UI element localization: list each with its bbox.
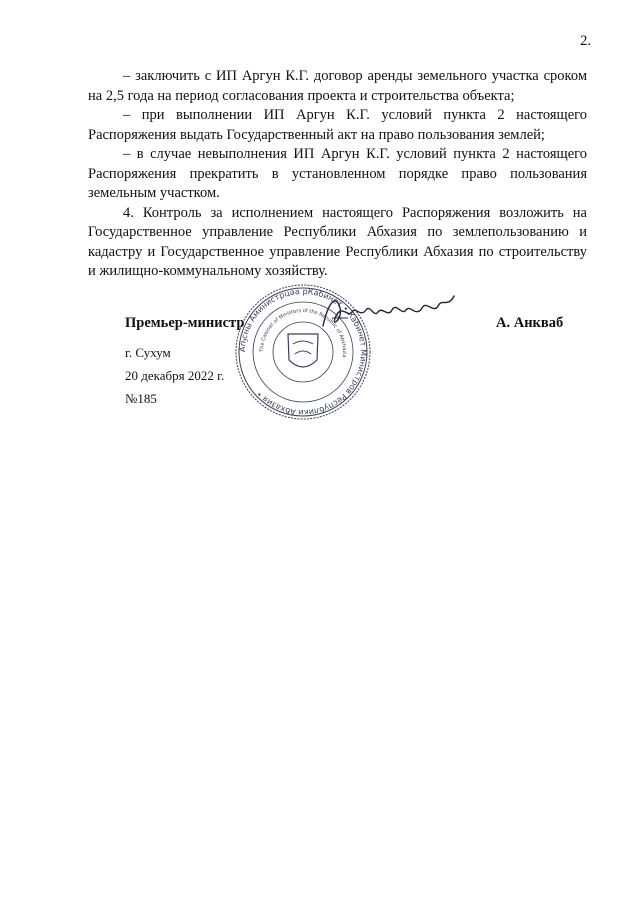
paragraph-state-act: – при выполнении ИП Аргун К.Г. условий пункта 2 настоящего Распоряжения выдать Государственный акт на право пользования землей; (88, 107, 587, 143)
seal-outer-text: Аҧсны Аминистрцәа рКабинет • Кабинет Министров Республики Абхазия • (237, 286, 369, 418)
signatory-title: Премьер-министр (125, 315, 245, 331)
signatory-name: А. Анкваб (496, 315, 564, 331)
paragraph-control: 4. Контроль за исполнением настоящего Распоряжения возложить на Государственное управление Республики Абхазия по землепользованию и кадастру и Государственное управление Республики Абхазия по строительству и жилищно-коммунальному хозяйству. (88, 204, 587, 279)
document-body (88, 67, 587, 282)
document-place: г. Сухум (125, 345, 171, 360)
document-date: 20 декабря 2022 г. (125, 368, 225, 383)
document-number: №185 (125, 391, 157, 406)
seal-inner-text: The Cabinet of Ministers of the Republic of Abkhazia (258, 307, 348, 358)
page-number: 2. (580, 33, 591, 49)
paragraph-termination: – в случае невыполнения ИП Аргун К.Г. условий пункта 2 настоящего Распоряжения прекратить в установленном порядке право пользования земельным участком. (88, 146, 587, 201)
paragraph-lease: – заключить с ИП Аргун К.Г. договор аренды земельного участка сроком на 2,5 года на период согласования проекта и строительства объекта; (88, 68, 587, 104)
handwritten-signature (318, 288, 458, 338)
